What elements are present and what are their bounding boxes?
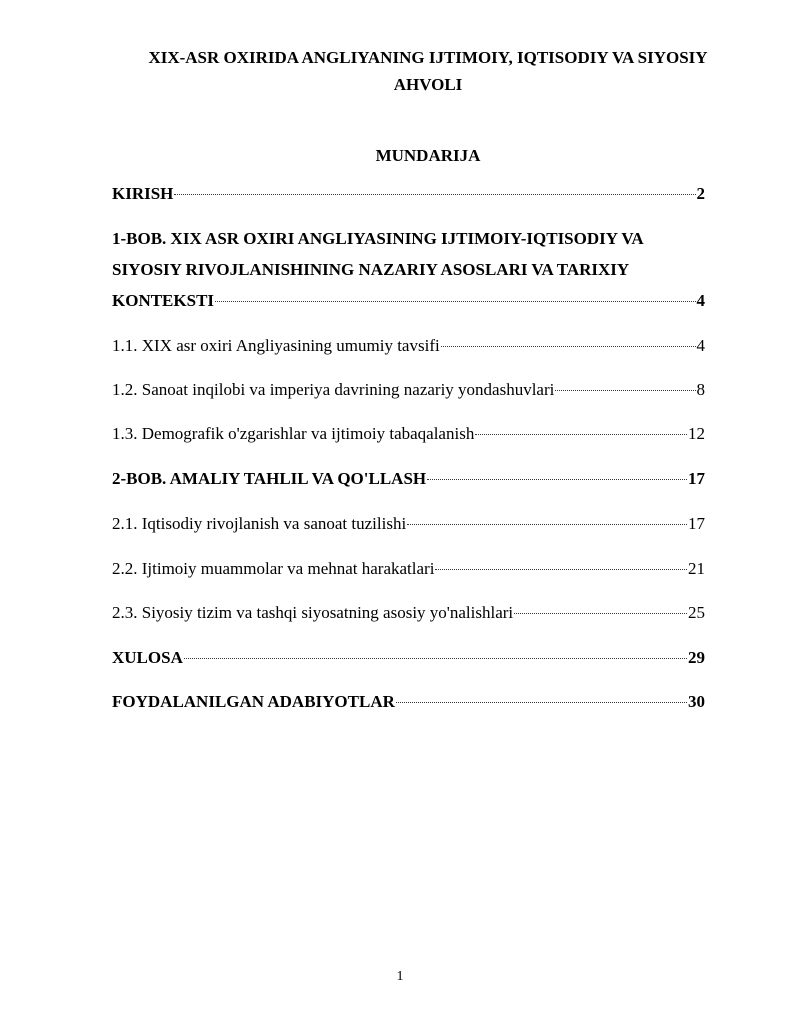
toc-entry-chapter-2[interactable] <box>112 463 705 494</box>
toc-entry-label: XULOSA <box>112 648 183 667</box>
toc-entry-chapter-1[interactable] <box>112 223 705 316</box>
toc-dot-leader <box>441 345 696 347</box>
toc-entry-label: 2.1. Iqtisodiy rivojlanish va sanoat tuzilishi <box>112 514 407 533</box>
toc-page-number: 17 <box>688 514 705 533</box>
toc-entry-label: FOYDALANILGAN ADABIYOTLAR <box>112 692 395 711</box>
toc-entry-section-1-2[interactable] <box>112 374 705 405</box>
toc-dot-leader <box>174 193 695 195</box>
toc-entry-label: 1.2. Sanoat inqilobi va imperiya davrining nazariy yondashuvlari <box>112 380 555 399</box>
toc-entry-label: 1.1. XIX asr oxiri Angliyasining umumiy tavsifi <box>112 336 440 355</box>
toc-page-number: 30 <box>688 692 705 711</box>
toc-page-number: 21 <box>688 559 705 578</box>
toc-entry-label-line-3: KONTEKSTI <box>112 291 215 310</box>
toc-entry-label: 2.3. Siyosiy tizim va tashqi siyosatning asosiy yo'nalishlari <box>112 603 514 622</box>
toc-entry-section-2-2[interactable] <box>112 553 705 584</box>
toc-page-number: 12 <box>688 424 705 443</box>
toc-entry-bibliography[interactable] <box>112 686 705 717</box>
toc-entry-label: 2-BOB. AMALIY TAHLIL VA QO'LLASH <box>112 469 427 488</box>
toc-dot-leader <box>475 433 687 435</box>
document-title <box>108 44 748 98</box>
toc-entry-section-2-3[interactable] <box>112 597 705 628</box>
toc-entry-label: KIRISH <box>112 184 174 203</box>
toc-dot-leader <box>555 389 695 391</box>
toc-entry-label: 2.2. Ijtimoiy muammolar va mehnat harakatlari <box>112 559 435 578</box>
toc-page-number: 2 <box>696 184 705 203</box>
toc-entry-label: 1.3. Demografik o'zgarishlar va ijtimoiy tabaqalanish <box>112 424 475 443</box>
toc-dot-leader <box>184 657 687 659</box>
toc-entry-label-line-1: 1-BOB. XIX ASR OXIRI ANGLIYASINING IJTIMOIY-IQTISODIY VA <box>112 229 644 248</box>
toc-dot-leader <box>215 300 695 302</box>
toc-entry-label-line-2: SIYOSIY RIVOJLANISHINING NAZARIY ASOSLARI VA TARIXIY <box>112 260 630 279</box>
toc-page-number: 8 <box>696 380 705 399</box>
toc-page-number: 17 <box>688 469 705 488</box>
toc-page-number: 4 <box>696 291 705 310</box>
toc-dot-leader <box>514 612 687 614</box>
toc-dot-leader <box>396 701 687 703</box>
toc-dot-leader <box>407 523 687 525</box>
document-title-line-1: XIX-ASR OXIRIDA ANGLIYANING IJTIMOIY, IQTISODIY VA SIYOSIY <box>148 48 708 67</box>
toc-heading: MUNDARIJA <box>375 146 481 165</box>
toc-entry-kirish[interactable] <box>112 178 705 209</box>
toc-page-number: 25 <box>688 603 705 622</box>
page-number: 1 <box>396 969 404 984</box>
toc-dot-leader <box>435 568 687 570</box>
toc-page-number: 29 <box>688 648 705 667</box>
toc-dot-leader <box>427 478 687 480</box>
toc-entry-section-1-1[interactable] <box>112 330 705 361</box>
toc-entry-section-2-1[interactable] <box>112 508 705 539</box>
toc-entry-xulosa[interactable] <box>112 642 705 673</box>
toc-entry-section-1-3[interactable] <box>112 418 705 449</box>
document-title-line-2: AHVOLI <box>393 75 463 94</box>
toc-page-number: 4 <box>696 336 705 355</box>
